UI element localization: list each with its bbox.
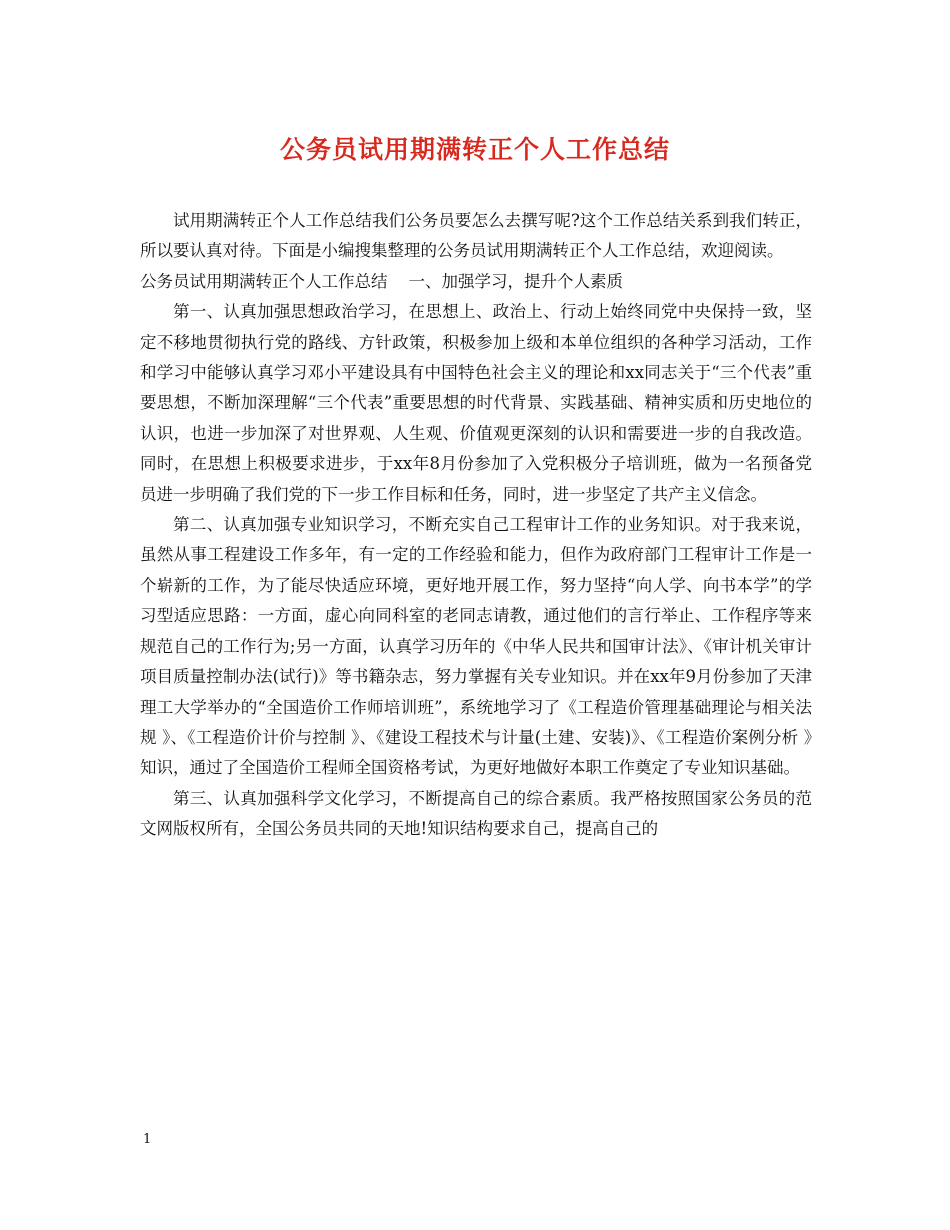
document-title: 公务员试用期满转正个人工作总结 xyxy=(279,135,670,164)
document-body xyxy=(140,206,812,845)
body-paragraph-2: 第二、认真加强专业知识学习，不断充实自己工程审计工作的业务知识。对于我来说，虽然从事工程建设工作多年，有一定的工作经验和能力，但作为政府部门工程审计工作是一个崭新的工作，为了能尽快适应环境，更好地开展工作，努力坚持“向人学、向书本学”的学习型适应思路：一方面，虚心向同科室的老同志请教，通过他们的言行举止、工作程序等来规范自己的工作行为;另一方面，认真学习历年的《中华人民共和国审计法》、《审计机关审计项目质量控制办法(试行)》等书籍杂志，努力掌握有关专业知识。并在xx年9月份参加了天津理工大学举办的“全国造价工作师培训班”，系统地学习了《工程造价管理基础理论与相关法规 》、《工程造价计价与控制 》、《建设工程技术与计量(土建、安装)》、《工程造价案例分析 》知识，通过了全国造价工程师全国资格考试，为更好地做好本职工作奠定了专业知识基础。 xyxy=(140,515,812,778)
section-heading: 公务员试用期满转正个人工作总结 一、加强学习，提升个人素质 xyxy=(140,271,623,291)
page-number: 1 xyxy=(143,1132,152,1147)
intro-paragraph: 试用期满转正个人工作总结我们公务员要怎么去撰写呢?这个工作总结关系到我们转正，所以要认真对待。下面是小编搜集整理的公务员试用期满转正个人工作总结，欢迎阅读。 xyxy=(140,211,812,261)
body-paragraph-3: 第三、认真加强科学文化学习，不断提高自己的综合素质。我严格按照国家公务员的范文网版权所有，全国公务员共同的天地!知识结构要求自己，提高自己的 xyxy=(140,788,812,839)
body-paragraph-1: 第一、认真加强思想政治学习，在思想上、政治上、行动上始终同党中央保持一致，坚定不移地贯彻执行党的路线、方针政策，积极参加上级和本单位组织的各种学习活动，工作和学习中能够认真学习邓小平建设具有中国特色社会主义的理论和xx同志关于“三个代表”重要思想，不断加深理解“三个代表”重要思想的时代背景、实践基础、精神实质和历史地位的认识，也进一步加深了对世界观、人生观、价值观更深刻的认识和需要进一步的自我改造。同时，在思想上积极要求进步，于xx年8月份参加了入党积极分子培训班，做为一名预备党员进一步明确了我们党的下一步工作目标和任务，同时，进一步坚定了共产主义信念。 xyxy=(140,302,812,504)
